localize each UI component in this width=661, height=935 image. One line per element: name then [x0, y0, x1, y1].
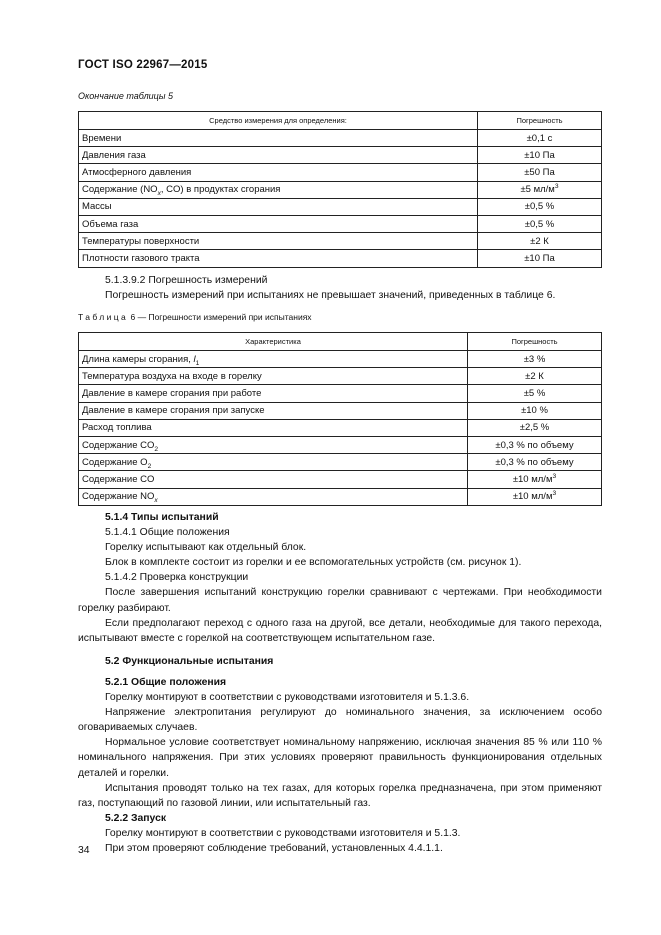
table6-cell-name: Температура воздуха на входе в горелку	[79, 368, 468, 385]
paragraph: Погрешность измерений при испытаниях не превышает значений, приведенных в таблице 6.	[105, 290, 556, 302]
paragraph: Напряжение электропитания регулируют до номинального значения, за исключением особо оговариваемых случаев.	[78, 707, 602, 734]
table-row	[79, 181, 602, 198]
paragraph: Горелку монтируют в соответствии с руководствами изготовителя и 5.1.3.6.	[105, 692, 470, 704]
name-part: Содержание (NO	[82, 184, 158, 196]
paragraph: 5.1.4.2 Проверка конструкции	[105, 572, 249, 584]
value-part: ±10 мл/м	[512, 473, 553, 485]
name-part: Содержание O	[82, 456, 148, 468]
table6-caption-label: Таблица	[78, 312, 129, 322]
table5-cell-name: Плотности газового тракта	[79, 250, 478, 267]
table-row	[79, 454, 602, 471]
table-row	[79, 402, 602, 419]
table6-cell-value: ±5 %	[468, 385, 602, 402]
table6	[78, 332, 602, 506]
paragraph: Горелку испытывают как отдельный блок.	[105, 542, 307, 554]
paragraph: После завершения испытаний конструкцию горелки сравнивают с чертежами. При необходимости горелку разбирают.	[78, 587, 602, 614]
table6-cell-name: Давление в камере сгорания при запуске	[79, 402, 468, 419]
table6-cell-name	[79, 351, 468, 368]
table-row	[79, 164, 602, 181]
subscript: 1	[195, 359, 200, 367]
table5-col1-header: Средство измерения для определения:	[79, 112, 478, 130]
section-heading: 5.2.2 Запуск	[105, 812, 167, 824]
table6-col1-header: Характеристика	[79, 333, 468, 351]
paragraph: Блок в комплекте состоит из горелки и ее вспомогательных устройств (см. рисунок 1).	[105, 557, 522, 569]
table-row	[79, 130, 602, 147]
paragraph: Нормальное условие соответствует номинальному напряжению, исключая значения 85 % или 110 % номинального напряжения. При этих условиях проверяют правильность функционирования отдельных деталей и горелки.	[78, 737, 602, 779]
subscript: x	[154, 496, 158, 504]
table6-cell-name: Давление в камере сгорания при работе	[79, 385, 468, 402]
table-row	[79, 419, 602, 436]
value-part: ±10 мл/м	[512, 491, 553, 503]
superscript: 3	[554, 183, 559, 190]
table5-cell-value: ±0,5 %	[478, 198, 602, 215]
table-row	[79, 250, 602, 267]
table-row	[79, 351, 602, 368]
subscript: x	[157, 190, 161, 198]
table6-cell-value: ±2,5 %	[468, 419, 602, 436]
paragraph: Если предполагают переход с одного газа на другой, все детали, необходимые для такого перехода, испытывают вместе с горелкой на соответствующем испытательном газе.	[78, 617, 602, 644]
section-5-1-3-9-2	[78, 273, 602, 303]
table5	[78, 111, 602, 268]
table6-cell-value	[468, 488, 602, 505]
table5-cell-name: Атмосферного давления	[79, 164, 478, 181]
table5-cell-value: ±0,1 с	[478, 130, 602, 147]
table-row	[79, 233, 602, 250]
table5-cell-name: Температуры поверхности	[79, 233, 478, 250]
subscript: 2	[154, 445, 159, 453]
superscript: 3	[552, 489, 557, 497]
table6-cell-value: ±2 К	[468, 368, 602, 385]
name-part: Содержание CO	[82, 439, 155, 451]
table-row	[79, 471, 602, 488]
table5-col2-header: Погрешность	[478, 112, 602, 130]
table5-cell-value	[478, 181, 602, 198]
table-row	[79, 368, 602, 385]
table6-cell-name	[79, 488, 468, 505]
table5-header-row	[79, 112, 602, 130]
table6-cell-name: Расход топлива	[79, 419, 468, 436]
table5-cell-name: Времени	[79, 130, 478, 147]
table-row	[79, 215, 602, 232]
paragraph: 5.1.3.9.2 Погрешность измерений	[105, 275, 268, 286]
table5-cell-value: ±50 Па	[478, 164, 602, 181]
section-heading: 5.1.4 Типы испытаний	[105, 512, 219, 523]
table6-header-row	[79, 333, 602, 351]
table5-cell-value: ±10 Па	[478, 250, 602, 267]
table5-caption: Окончание таблицы 5	[78, 91, 173, 101]
superscript: 3	[552, 472, 557, 480]
table-row	[79, 436, 602, 453]
paragraph: При этом проверяют соблюдение требований, установленных 4.4.1.1.	[105, 842, 443, 854]
section-heading: 5.2 Функциональные испытания	[105, 655, 274, 667]
table6-cell-name	[79, 436, 468, 453]
paragraph: Испытания проводят только на тех газах, для которых горелка предназначена, при этом применяют газ, поступающий по газовой линии, или испытательный газ.	[78, 782, 602, 809]
page-number: 34	[78, 845, 90, 856]
subscript: 2	[147, 462, 152, 470]
table-row	[79, 198, 602, 215]
table6-cell-value: ±0,3 % по объему	[468, 436, 602, 453]
name-part: Содержание NO	[82, 491, 155, 503]
standard-header: ГОСТ ISO 22967—2015	[78, 59, 208, 71]
table5-cell-value: ±10 Па	[478, 147, 602, 164]
table6-cell-name	[79, 454, 468, 471]
table6-caption	[78, 312, 312, 322]
name-part: , CO) в продуктах сгорания	[160, 184, 281, 196]
paragraph: Горелку монтируют в соответствии с руководствами изготовителя и 5.1.3.	[105, 827, 461, 839]
section-heading: 5.2.1 Общие положения	[105, 676, 227, 688]
table6-cell-value: ±10 %	[468, 402, 602, 419]
value-part: ±5 мл/м	[520, 184, 555, 196]
table6-caption-text: 6 — Погрешности измерений при испытаниях	[130, 312, 312, 322]
table6-cell-name: Содержание CO	[79, 471, 468, 488]
body-text	[78, 510, 602, 856]
table-row	[79, 147, 602, 164]
table5-cell-name: Давления газа	[79, 147, 478, 164]
name-part: Длина камеры сгорания,	[82, 353, 194, 365]
table-row	[79, 488, 602, 505]
table5-cell-name: Массы	[79, 198, 478, 215]
paragraph: 5.1.4.1 Общие положения	[105, 527, 230, 539]
table5-cell-value: ±0,5 %	[478, 215, 602, 232]
table6-cell-value	[468, 471, 602, 488]
table6-cell-value: ±0,3 % по объему	[468, 454, 602, 471]
table-row	[79, 385, 602, 402]
italic-symbol: l	[193, 353, 196, 365]
table5-cell-value: ±2 К	[478, 233, 602, 250]
table5-cell-name	[79, 181, 478, 198]
table6-cell-value: ±3 %	[468, 351, 602, 368]
table6-col2-header: Погрешность	[468, 333, 602, 351]
table5-cell-name: Объема газа	[79, 215, 478, 232]
